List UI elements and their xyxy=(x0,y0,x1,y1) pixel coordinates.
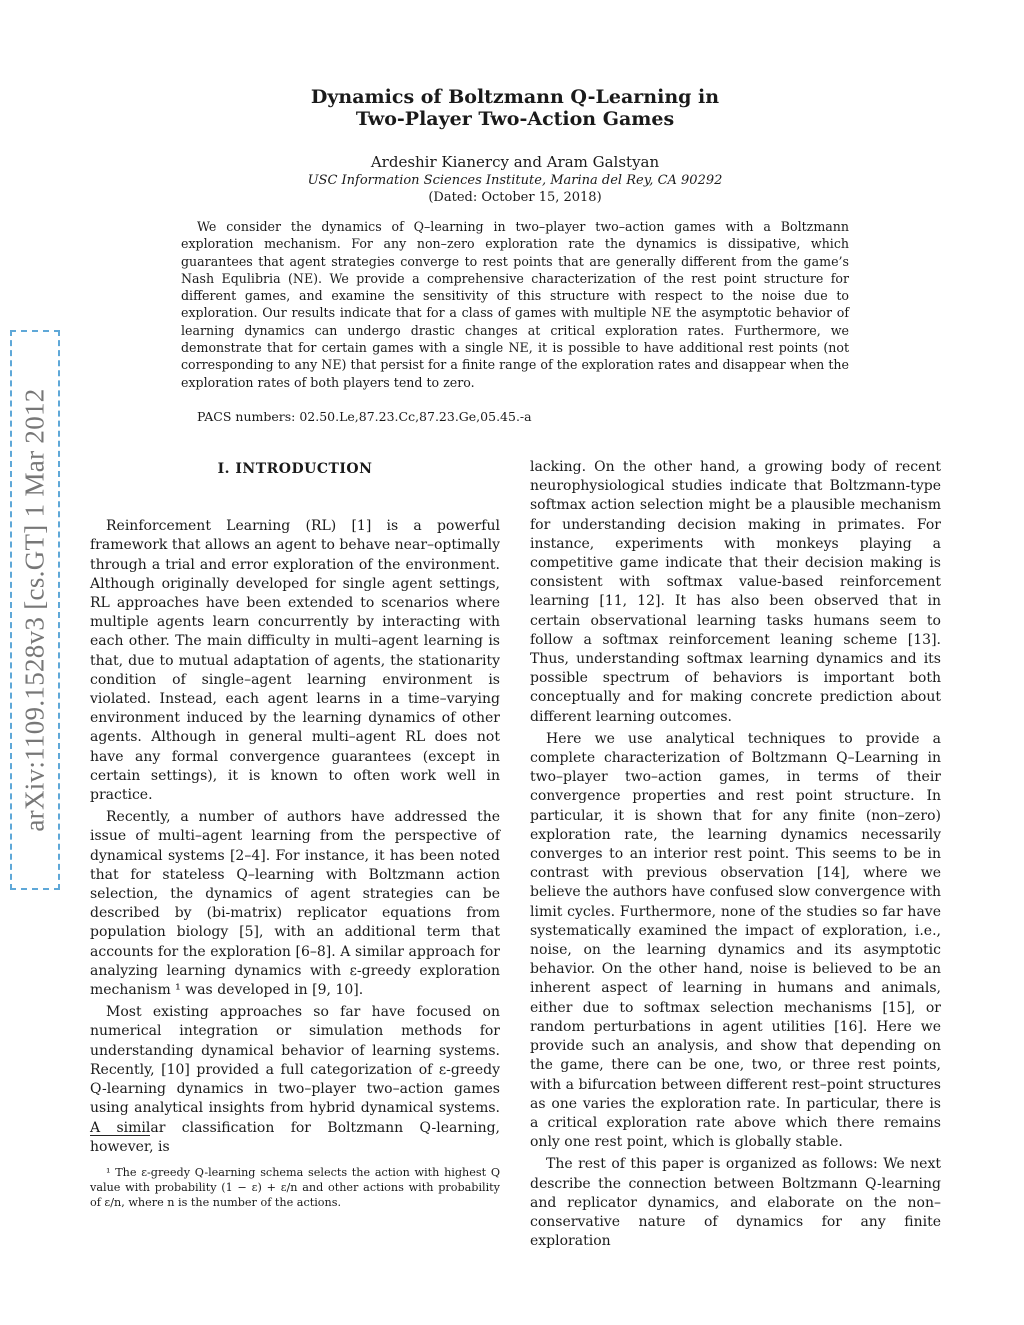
footnote-rule xyxy=(90,1135,150,1136)
affiliation: USC Information Sciences Institute, Marina del Rey, CA 90292 xyxy=(307,173,723,188)
section-heading: I. INTRODUCTION xyxy=(217,461,373,477)
arxiv-stamp xyxy=(10,330,60,890)
title-line-1: Dynamics of Boltzmann Q-Learning in xyxy=(310,86,720,108)
pacs-numbers: PACS numbers: 02.50.Le,87.23.Cc,87.23.Ge,05.45.-a xyxy=(197,409,532,424)
body-paragraph: lacking. On the other hand, a growing body of recent neurophysiological studies indicate that Boltzmann-type softmax action selection might be a plausible mechanism for understanding decision making in primates. For instance, experiments with monkeys playing a competitive game indicate that their decision making is consistent with softmax value-based reinforcement learning [11, 12]. It has also been observed that in certain observational learning tasks humans seem to follow a softmax reinforcement leaning scheme [13]. Thus, understanding softmax learning dynamics and its possible spectrum of behaviors is important both conceptually and for making concrete prediction about different learning outcomes. xyxy=(530,459,941,725)
right-column xyxy=(530,458,941,1251)
title-line-2: Two-Player Two-Action Games xyxy=(355,108,675,130)
footnote: ¹ The ε-greedy Q-learning schema selects the action with highest Q value with probability (1 − ε) + ε/n and other actions with probability of ε/n, where n is the number of the actions. xyxy=(90,1166,500,1209)
body-paragraph: The rest of this paper is organized as follows: We next describe the connection between Boltzmann Q-learning and replicator dynamics, and elaborate on the non–conservative nature of dynamics for any finite exploration xyxy=(530,1156,941,1250)
dated: (Dated: October 15, 2018) xyxy=(428,190,602,205)
arxiv-identifier: arXiv:1109.1528v3 [cs.GT] 1 Mar 2012 xyxy=(19,388,50,832)
body-paragraph: Here we use analytical techniques to provide a complete characterization of Boltzmann Q–Learning in two–player two–action games, in terms of their convergence properties and rest point structure. In particular, it is shown that for any finite (non–zero) exploration rate, the learning dynamics necessarily converges to an interior rest point. This seems to be in contrast with previous observation [14], where we believe the authors have confused slow convergence with limit cycles. Furthermore, none of the studies so far have systematically examined the impact of exploration, i.e., noise, on the learning dynamics and its asymptotic behavior. On the other hand, noise is believed to be an inherent aspect of learning in humans and animals, either due to softmax selection mechanisms [15], or random perturbations in agent utilities [16]. Here we provide such an analysis, and show that depending on the game, there can be one, two, or three rest points, with a bifurcation between different rest–point structures as one varies the exploration rate. In particular, there is a critical exploration rate above which there remains only one rest point, which is globally stable. xyxy=(530,730,941,1151)
left-column xyxy=(90,458,500,1157)
body-paragraph: Most existing approaches so far have focused on numerical integration or simulation methods for understanding dynamical behavior of learning systems. Recently, [10] provided a full categorization of ε-greedy Q-learning dynamics in two–player two–action games using analytical insights from hybrid dynamical systems. A similar classification for Boltzmann Q-learning, however, is xyxy=(90,1004,500,1155)
body-paragraph: Recently, a number of authors have addressed the issue of multi–agent learning from the perspective of dynamical systems [2–4]. For instance, it has been noted that for stateless Q–learning with Boltzmann action selection, the dynamics of agent strategies can be described by (bi-matrix) replicator equations from population biology [5], with an additional term that accounts for the exploration [6–8]. A similar approach for analyzing learning dynamics with ε-greedy exploration mechanism ¹ was developed in [9, 10]. xyxy=(90,809,500,999)
body-paragraph: Reinforcement Learning (RL) [1] is a powerful framework that allows an agent to behave near–optimally through a trial and error exploration of the environment. Although originally developed for single agent settings, RL approaches have been extended to scenarios where multiple agents learn concurrently by interacting with each other. The main difficulty in multi–agent learning is that, due to mutual adaptation of agents, the stationarity condition of single–agent learning environment is violated. Instead, each agent learns in a time–varying environment induced by the learning dynamics of other agents. Although in general multi–agent RL does not have any formal convergence guarantees (except in certain settings), it is known to often work well in practice. xyxy=(90,518,500,804)
abstract: We consider the dynamics of Q–learning in two–player two–action games with a Boltzmann exploration mechanism. For any non–zero exploration rate the dynamics is dissipative, which guarantees that agent strategies converge to rest points that are generally different from the game’s Nash Equlibria (NE). We provide a comprehensive characterization of the rest point structure for different games, and examine the sensitivity of this structure with respect to the noise due to exploration. Our results indicate that for a class of games with multiple NE the asymptotic behavior of learning dynamics can undergo drastic changes at critical exploration rates. Furthermore, we demonstrate that for certain games with a single NE, it is possible to have additional rest points (not corresponding to any NE) that persist for a finite range of the exploration rates and disappear when the exploration rates of both players tend to zero. xyxy=(181,219,849,390)
paper-title xyxy=(200,86,830,130)
authors: Ardeshir Kianercy and Aram Galstyan xyxy=(370,153,660,171)
